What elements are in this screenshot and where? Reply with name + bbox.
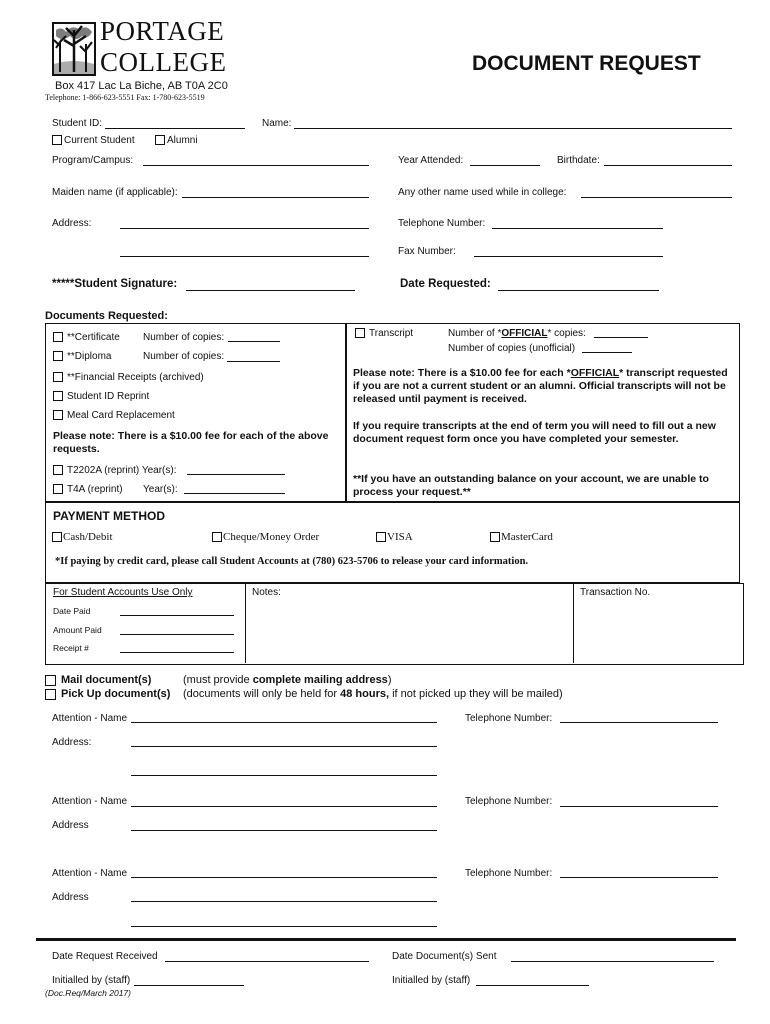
delivery-telephone-field-3[interactable] bbox=[560, 877, 718, 878]
date-received-field[interactable] bbox=[165, 961, 369, 962]
delivery-telephone-field-2[interactable] bbox=[560, 806, 718, 807]
mail-note: (must provide complete mailing address) bbox=[183, 674, 392, 686]
year-attended-field[interactable] bbox=[470, 165, 540, 166]
fee-note: Please note: There is a $10.00 fee for each of the above requests. bbox=[53, 430, 329, 455]
initialled-field-1[interactable] bbox=[134, 985, 244, 986]
delivery-address-label-2: Address bbox=[52, 820, 89, 831]
delivery-telephone-label-3: Telephone Number: bbox=[465, 868, 553, 879]
delivery-address-label-3: Address bbox=[52, 892, 89, 903]
transaction-label: Transaction No. bbox=[580, 587, 651, 598]
attention-name-field-2[interactable] bbox=[131, 806, 437, 807]
student-id-reprint-checkbox[interactable] bbox=[53, 391, 63, 401]
meal-card-checkbox[interactable] bbox=[53, 410, 63, 420]
delivery-address-field-1a[interactable] bbox=[131, 746, 437, 747]
date-requested-field[interactable] bbox=[498, 290, 659, 291]
amount-paid-field[interactable] bbox=[120, 634, 234, 635]
date-sent-label: Date Document(s) Sent bbox=[392, 951, 497, 962]
name-field[interactable] bbox=[294, 128, 732, 129]
transcript-checkbox[interactable] bbox=[355, 328, 365, 338]
initialled-label-1: Initialled by (staff) bbox=[52, 975, 131, 986]
attention-name-field-1[interactable] bbox=[131, 722, 437, 723]
delivery-address-field-3a[interactable] bbox=[131, 901, 437, 902]
birthdate-label: Birthdate: bbox=[557, 155, 600, 166]
date-received-label: Date Request Received bbox=[52, 951, 158, 962]
document-reference: (Doc.Req/March 2017) bbox=[45, 988, 131, 998]
date-paid-label: Date Paid bbox=[53, 606, 91, 616]
meal-card-label: Meal Card Replacement bbox=[67, 410, 175, 421]
college-logo bbox=[52, 22, 96, 76]
receipt-label: Receipt # bbox=[53, 643, 89, 653]
maiden-name-field[interactable] bbox=[182, 197, 369, 198]
t4a-checkbox[interactable] bbox=[53, 484, 63, 494]
diploma-copies-label: Number of copies: bbox=[143, 351, 225, 362]
fax-label: Fax Number: bbox=[398, 246, 456, 257]
other-name-label: Any other name used while in college: bbox=[398, 187, 567, 198]
other-name-field[interactable] bbox=[581, 197, 732, 198]
address-field-1[interactable] bbox=[120, 228, 369, 229]
mail-checkbox[interactable] bbox=[45, 675, 56, 686]
college-name-line1: PORTAGE bbox=[100, 16, 225, 46]
t4a-years-field[interactable] bbox=[184, 493, 285, 494]
telephone-label: Telephone Number: bbox=[398, 218, 486, 229]
transcript-label: Transcript bbox=[369, 328, 414, 339]
maiden-name-label: Maiden name (if applicable): bbox=[52, 187, 178, 198]
financial-receipts-checkbox[interactable] bbox=[53, 372, 63, 382]
name-label: Name: bbox=[262, 118, 292, 129]
student-id-label: Student ID: bbox=[52, 118, 103, 129]
pickup-label: Pick Up document(s) bbox=[61, 688, 171, 700]
delivery-address-label-1: Address: bbox=[52, 737, 92, 748]
credit-card-note: *If paying by credit card, please call Student Accounts at (780) 623-5706 to release your card information. bbox=[55, 556, 529, 567]
college-address: Box 417 Lac La Biche, AB T0A 2C0 bbox=[55, 80, 228, 92]
unofficial-copies-field[interactable] bbox=[582, 352, 632, 353]
cheque-checkbox[interactable] bbox=[212, 532, 222, 542]
cash-checkbox[interactable] bbox=[52, 532, 62, 542]
certificate-copies-field[interactable] bbox=[228, 341, 280, 342]
end-of-term-note: If you require transcripts at the end of term you will need to fill out a new document request form once you have completed your semester. bbox=[353, 420, 716, 445]
diploma-label: **Diploma bbox=[67, 351, 112, 362]
certificate-checkbox[interactable] bbox=[53, 332, 63, 342]
t2202a-checkbox[interactable] bbox=[53, 465, 63, 475]
t4a-label: T4A (reprint) bbox=[67, 484, 123, 495]
t2202a-years-field[interactable] bbox=[187, 474, 285, 475]
signature-label: *****Student Signature: bbox=[52, 278, 178, 290]
certificate-copies-label: Number of copies: bbox=[143, 332, 225, 343]
fax-field[interactable] bbox=[474, 256, 663, 257]
attention-label-3: Attention - Name bbox=[52, 868, 128, 879]
notes-label: Notes: bbox=[252, 587, 281, 598]
balance-note: **If you have an outstanding balance on your account, we are unable to process your request.** bbox=[353, 473, 709, 498]
year-attended-label: Year Attended: bbox=[398, 155, 464, 166]
financial-receipts-label: **Financial Receipts (archived) bbox=[67, 372, 204, 383]
program-label: Program/Campus: bbox=[52, 155, 134, 166]
footer-divider bbox=[36, 938, 736, 941]
official-copies-field[interactable] bbox=[594, 337, 648, 338]
delivery-address-field-2a[interactable] bbox=[131, 830, 437, 831]
alumni-label: Alumni bbox=[167, 135, 198, 146]
amount-paid-label: Amount Paid bbox=[53, 625, 102, 635]
student-id-field[interactable] bbox=[105, 128, 245, 129]
visa-label: VISA bbox=[387, 531, 413, 543]
delivery-address-field-3b[interactable] bbox=[131, 926, 437, 927]
transcript-fee-note: Please note: There is a $10.00 fee for each *OFFICIAL* transcript requested if you are not a current student or an alumni. Official transcripts will not be released until payment is received. bbox=[353, 367, 728, 405]
delivery-telephone-field-1[interactable] bbox=[560, 722, 718, 723]
mail-label: Mail document(s) bbox=[61, 674, 152, 686]
delivery-telephone-label-2: Telephone Number: bbox=[465, 796, 553, 807]
mastercard-label: MasterCard bbox=[501, 531, 553, 543]
date-paid-field[interactable] bbox=[120, 615, 234, 616]
current-student-checkbox[interactable] bbox=[52, 135, 62, 145]
college-name-line2: COLLEGE bbox=[100, 47, 227, 77]
accounts-heading: For Student Accounts Use Only bbox=[53, 587, 193, 598]
visa-checkbox[interactable] bbox=[376, 532, 386, 542]
cash-label: Cash/Debit bbox=[63, 531, 113, 543]
college-contact: Telephone: 1-866-623-5551 Fax: 1-780-623-5519 bbox=[45, 93, 205, 102]
telephone-field[interactable] bbox=[492, 228, 663, 229]
documents-heading: Documents Requested: bbox=[45, 310, 168, 322]
accounts-divider-2 bbox=[573, 583, 574, 663]
tree-crest-icon bbox=[52, 22, 96, 76]
attention-label-1: Attention - Name bbox=[52, 713, 128, 724]
date-requested-label: Date Requested: bbox=[400, 278, 491, 290]
accounts-divider-1 bbox=[245, 583, 246, 663]
delivery-telephone-label-1: Telephone Number: bbox=[465, 713, 553, 724]
attention-name-field-3[interactable] bbox=[131, 877, 437, 878]
program-field[interactable] bbox=[143, 165, 369, 166]
pickup-note: (documents will only be held for 48 hours, if not picked up they will be mailed) bbox=[183, 688, 563, 700]
t2202a-label: T2202A (reprint) Year(s): bbox=[67, 465, 177, 476]
initialled-field-2[interactable] bbox=[476, 985, 589, 986]
mastercard-checkbox[interactable] bbox=[490, 532, 500, 542]
receipt-field[interactable] bbox=[120, 652, 234, 653]
student-id-reprint-label: Student ID Reprint bbox=[67, 391, 150, 402]
address-label: Address: bbox=[52, 218, 92, 229]
cheque-label: Cheque/Money Order bbox=[223, 531, 320, 543]
pickup-checkbox[interactable] bbox=[45, 689, 56, 700]
initialled-label-2: Initialled by (staff) bbox=[392, 975, 471, 986]
unofficial-copies-label: Number of copies (unofficial) bbox=[448, 343, 576, 354]
date-sent-field[interactable] bbox=[511, 961, 714, 962]
address-field-2[interactable] bbox=[120, 256, 369, 257]
signature-field[interactable] bbox=[186, 290, 355, 291]
attention-label-2: Attention - Name bbox=[52, 796, 128, 807]
current-student-label: Current Student bbox=[64, 135, 135, 146]
diploma-checkbox[interactable] bbox=[53, 351, 63, 361]
t4a-years-label: Year(s): bbox=[143, 484, 178, 495]
payment-heading: PAYMENT METHOD bbox=[53, 509, 166, 523]
page-title: DOCUMENT REQUEST bbox=[472, 52, 701, 75]
alumni-checkbox[interactable] bbox=[155, 135, 165, 145]
delivery-address-field-1b[interactable] bbox=[131, 775, 437, 776]
official-copies-label: Number of *OFFICIAL* copies: bbox=[448, 328, 586, 339]
birthdate-field[interactable] bbox=[604, 165, 732, 166]
certificate-label: **Certificate bbox=[67, 332, 120, 343]
diploma-copies-field[interactable] bbox=[227, 361, 280, 362]
